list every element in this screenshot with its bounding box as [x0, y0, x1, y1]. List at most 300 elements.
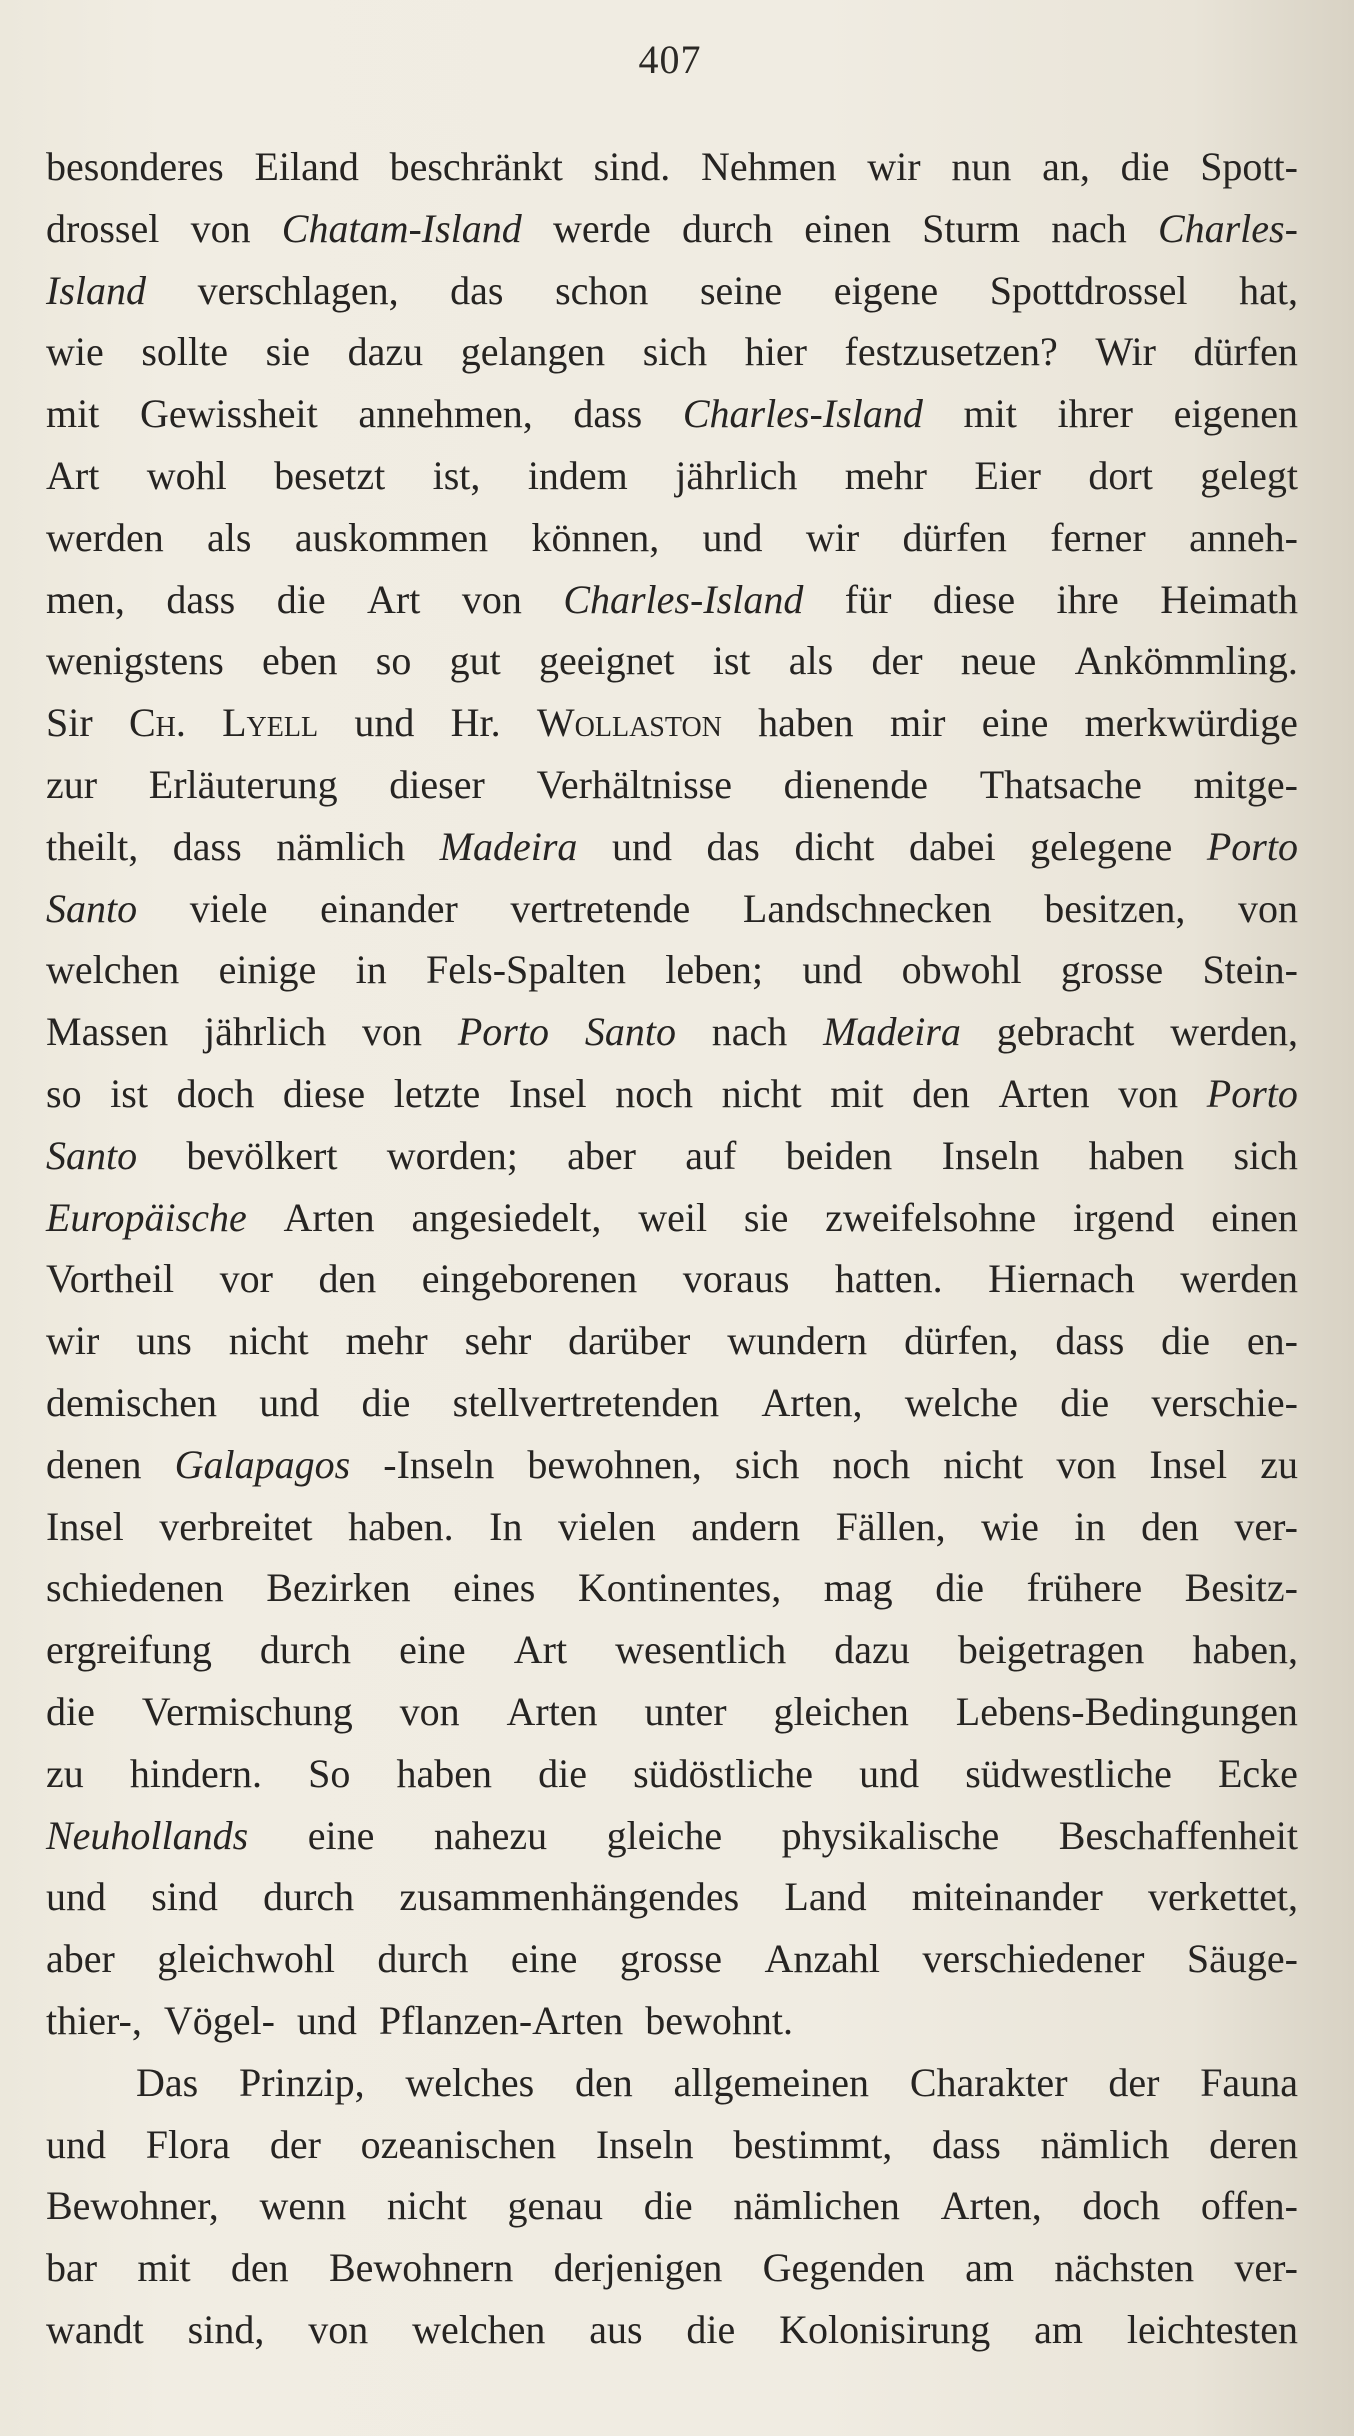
word: können, — [531, 514, 660, 560]
word: den — [574, 2059, 633, 2105]
word: auf — [685, 1132, 737, 1178]
text-line — [46, 939, 1298, 1001]
word: jährlich — [675, 452, 798, 498]
word: mehr — [345, 1318, 428, 1364]
word: haben — [758, 700, 854, 746]
word: sie — [743, 1194, 789, 1240]
word: Beschaffenheit — [1058, 1812, 1298, 1858]
word: wesentlich — [615, 1627, 787, 1673]
word: unter — [644, 1688, 727, 1734]
word: allgemeinen — [673, 2059, 870, 2105]
word: bewohnt. — [645, 1997, 794, 2043]
word: Ecke — [1217, 1750, 1298, 1796]
word: Charles-Island — [682, 391, 923, 437]
word: verschiedener — [922, 1936, 1145, 1982]
word: nämlichen — [733, 2183, 900, 2229]
word: dass — [1055, 1318, 1125, 1364]
word: Arten, — [761, 1379, 863, 1425]
word: Charakter — [909, 2059, 1068, 2105]
word: dürfen — [1193, 329, 1298, 375]
word: theilt, — [46, 823, 139, 869]
text-line — [46, 692, 1298, 754]
word: verbreitet — [159, 1503, 313, 1549]
word: Heimath — [1160, 576, 1298, 622]
word: so — [46, 1070, 82, 1116]
word: neue — [960, 638, 1037, 684]
word: merkwürdige — [1084, 700, 1298, 746]
word: dieser — [389, 761, 485, 807]
word: ozeanischen — [360, 2121, 557, 2167]
word: sind, — [187, 2306, 265, 2352]
word: zweifelsohne — [825, 1194, 1037, 1240]
word: als — [207, 514, 252, 560]
word: Fauna — [1200, 2059, 1298, 2105]
word: vielen — [557, 1503, 656, 1549]
word: Säuge- — [1186, 1936, 1298, 1982]
word: von — [362, 1009, 423, 1055]
word: beigetragen — [957, 1627, 1145, 1673]
word: wir — [805, 514, 860, 560]
word: südwestliche — [965, 1750, 1172, 1796]
word: Fällen, — [835, 1503, 946, 1549]
text-line — [46, 878, 1298, 940]
word: doch — [176, 1070, 255, 1116]
word: Arten — [998, 1070, 1090, 1116]
word: thier-, — [46, 1997, 142, 2043]
word: jährlich — [204, 1009, 327, 1055]
word: durch — [377, 1936, 469, 1982]
word: Ch. — [128, 700, 186, 746]
word: vor — [219, 1256, 273, 1302]
word: besitzen, — [1044, 885, 1186, 931]
text-line — [46, 2052, 1298, 2114]
word: nämlich — [1040, 2121, 1170, 2167]
word: aus — [589, 2306, 643, 2352]
word: Santo — [584, 1009, 676, 1055]
word: gut — [449, 638, 501, 684]
word: vertretende — [510, 885, 691, 931]
text-line — [46, 198, 1298, 260]
word: ver- — [1234, 1503, 1298, 1549]
word: hatten. — [834, 1256, 943, 1302]
word: bewohnen, — [527, 1441, 702, 1487]
word: mehr — [844, 452, 927, 498]
word: wenn — [259, 2183, 347, 2229]
word: eines — [453, 1565, 536, 1611]
word: der — [269, 2121, 321, 2167]
word: sie — [265, 329, 311, 375]
word: Gewissheit — [139, 391, 318, 437]
word: eben — [262, 638, 338, 684]
word: Porto — [1206, 823, 1298, 869]
word: Lebens-Bedingungen — [955, 1688, 1298, 1734]
word: haben, — [1192, 1627, 1298, 1673]
word: angesiedelt, — [411, 1194, 602, 1240]
word: Eier — [974, 452, 1041, 498]
word: Inseln — [941, 1132, 1040, 1178]
word: sich — [734, 1441, 800, 1487]
word: das — [706, 823, 760, 869]
word: nächsten — [1054, 2245, 1195, 2291]
text-line — [46, 1928, 1298, 1990]
word: Ankömmling. — [1074, 638, 1298, 684]
word: Landschnecken — [742, 885, 992, 931]
word: wandt — [46, 2306, 144, 2352]
text-line — [46, 1125, 1298, 1187]
word: werden, — [1170, 1009, 1298, 1055]
word: ihre — [1056, 576, 1119, 622]
text-line — [46, 2175, 1298, 2237]
word: Insel — [1149, 1441, 1228, 1487]
word: dort — [1088, 452, 1153, 498]
word: nun — [951, 144, 1012, 189]
word: Art — [367, 576, 421, 622]
word: ferner — [1050, 514, 1146, 560]
word: das — [450, 267, 504, 313]
word: werden — [1180, 1256, 1298, 1302]
word: nämlich — [276, 823, 406, 869]
word: Sir — [46, 700, 93, 746]
word: Inseln — [595, 2121, 694, 2167]
word: letzte — [393, 1070, 481, 1116]
word: Insel — [46, 1503, 124, 1549]
word: mitge- — [1193, 761, 1298, 807]
word: die — [1161, 1318, 1211, 1364]
word: verkettet, — [1148, 1874, 1298, 1920]
word: Wollaston — [536, 700, 722, 746]
word: durch — [259, 1627, 351, 1673]
text-line — [46, 1372, 1298, 1434]
word: sehr — [464, 1318, 532, 1364]
word: welchen — [46, 947, 180, 993]
word: verschlagen, — [197, 267, 399, 313]
word: ergreifung — [46, 1627, 212, 1673]
word: die — [1120, 144, 1170, 189]
word: dazu — [834, 1627, 910, 1673]
word: men, — [46, 576, 125, 622]
word: durch — [681, 205, 774, 251]
word: Nehmen — [701, 144, 837, 189]
word: drossel — [46, 205, 160, 251]
word: uns — [136, 1318, 192, 1364]
word: Neuhollands — [46, 1812, 249, 1858]
word: verschie- — [1151, 1379, 1298, 1425]
word: eine — [510, 1936, 578, 1982]
text-line — [46, 1001, 1298, 1063]
text-line — [46, 1990, 1298, 2052]
word: schiedenen — [46, 1565, 224, 1611]
word: gelegene — [1030, 823, 1173, 869]
word: an, — [1042, 144, 1090, 189]
word: Bewohner, — [46, 2183, 219, 2229]
word: wenigstens — [46, 638, 224, 684]
word: mit — [830, 1070, 884, 1116]
word: festzusetzen? — [844, 329, 1058, 375]
word: Charles- — [1157, 205, 1298, 251]
word: worden; — [386, 1132, 518, 1178]
word: grosse — [1060, 947, 1164, 993]
word: haben. — [348, 1503, 454, 1549]
word: Thatsache — [979, 761, 1142, 807]
word: Stein- — [1202, 947, 1298, 993]
word: zur — [46, 761, 98, 807]
word: Das — [136, 2059, 199, 2105]
word: haben — [1088, 1132, 1185, 1178]
word: in — [1074, 1503, 1106, 1549]
word: gelangen — [460, 329, 606, 375]
word: Eiland — [254, 144, 359, 189]
word: andern — [691, 1503, 801, 1549]
word: dürfen — [902, 514, 1007, 560]
word: In — [489, 1503, 523, 1549]
word: diese — [932, 576, 1016, 622]
text-line — [46, 383, 1298, 445]
word: von — [1237, 885, 1298, 931]
word: gelegt — [1200, 452, 1298, 498]
word: Arten — [506, 1688, 598, 1734]
word: seine — [699, 267, 783, 313]
word: die — [276, 576, 326, 622]
text-line — [46, 569, 1298, 631]
word: Fels-Spalten — [426, 947, 626, 993]
word: darüber — [568, 1318, 691, 1364]
word: bestimmt, — [733, 2121, 893, 2167]
word: wie — [46, 329, 104, 375]
word: den — [1141, 1503, 1199, 1549]
word: Anzahl — [764, 1936, 880, 1982]
word: mag — [823, 1565, 893, 1611]
word: und — [859, 1750, 920, 1796]
word: und — [46, 2121, 106, 2167]
word: Bewohnern — [328, 2245, 514, 2291]
word: irgend — [1073, 1194, 1175, 1240]
word: wie — [981, 1503, 1039, 1549]
word: von — [1118, 1070, 1179, 1116]
word: eine — [981, 700, 1049, 746]
word: Art — [513, 1627, 568, 1673]
word: grosse — [619, 1936, 723, 1982]
word: von — [461, 576, 522, 622]
word: Art — [46, 452, 100, 498]
text-line — [46, 507, 1298, 569]
text-line — [46, 2299, 1298, 2361]
word: hier — [744, 329, 807, 375]
word: nicht — [228, 1318, 309, 1364]
word: mit — [46, 391, 100, 437]
word: anneh- — [1189, 514, 1298, 560]
word: zusammenhängendes — [399, 1874, 740, 1920]
word: Lyell — [222, 700, 319, 746]
word: dazu — [347, 329, 424, 375]
word: sind. — [593, 144, 671, 189]
text-line — [46, 1310, 1298, 1372]
word: in — [355, 947, 387, 993]
word: gebracht — [996, 1009, 1135, 1055]
text-line — [46, 1496, 1298, 1558]
word: obwohl — [901, 947, 1022, 993]
text-line — [46, 1557, 1298, 1619]
word: eigene — [833, 267, 939, 313]
word: wir — [46, 1318, 100, 1364]
text-line — [46, 630, 1298, 692]
word: nicht — [386, 2183, 467, 2229]
text-line — [46, 1187, 1298, 1249]
word: geeignet — [538, 638, 675, 684]
word: eingeborenen — [421, 1256, 638, 1302]
word: frühere — [1026, 1565, 1143, 1611]
word: doch — [1082, 2183, 1161, 2229]
word: Kontinentes, — [577, 1565, 782, 1611]
word: noch — [832, 1441, 911, 1487]
text-line — [46, 445, 1298, 507]
word: Insel — [508, 1070, 587, 1116]
text-line — [46, 816, 1298, 878]
word: Madeira — [823, 1009, 961, 1055]
word: auskommen — [294, 514, 489, 560]
word: den — [230, 2245, 289, 2291]
word: und — [259, 1379, 320, 1425]
word: Madeira — [439, 823, 578, 869]
word: der — [1108, 2059, 1160, 2105]
word: einen — [1211, 1194, 1298, 1240]
word: welches — [405, 2059, 535, 2105]
word: -Inseln — [383, 1441, 495, 1487]
word: Vermischung — [141, 1688, 353, 1734]
word: die — [643, 2183, 693, 2229]
word: so — [375, 638, 412, 684]
word: von — [190, 205, 251, 251]
word: beiden — [785, 1132, 893, 1178]
word: die — [686, 2306, 736, 2352]
word: Charles-Island — [563, 576, 804, 622]
word: sollte — [141, 329, 229, 375]
word: deren — [1209, 2121, 1298, 2167]
word: die — [935, 1565, 985, 1611]
word: dienende — [783, 761, 929, 807]
word: ist — [110, 1070, 148, 1116]
word: besonderes — [46, 144, 224, 189]
word: Arten, — [940, 2183, 1042, 2229]
word: und — [354, 700, 415, 746]
word: und — [296, 1997, 357, 2043]
text-line — [46, 2237, 1298, 2299]
word: werden — [46, 514, 164, 560]
text-line — [46, 1681, 1298, 1743]
word: für — [844, 576, 892, 622]
word: ist, — [432, 452, 481, 498]
word: bar — [46, 2245, 98, 2291]
word: bevölkert — [186, 1132, 338, 1178]
word: Santo — [46, 885, 138, 931]
word: haben — [396, 1750, 492, 1796]
word: indem — [527, 452, 628, 498]
word: beschränkt — [389, 144, 563, 189]
word: zu — [46, 1750, 84, 1796]
word: dabei — [908, 823, 996, 869]
word: Spottdrossel — [989, 267, 1188, 313]
word: So — [308, 1750, 351, 1796]
word: Europäische — [46, 1194, 247, 1240]
word: hat, — [1239, 267, 1298, 313]
word: noch — [615, 1070, 694, 1116]
word: Erläuterung — [148, 761, 338, 807]
word: stellvertretenden — [452, 1379, 720, 1425]
word: physikalische — [781, 1812, 1000, 1858]
word: mit — [963, 391, 1017, 437]
word: einen — [804, 205, 891, 251]
word: Wir — [1095, 329, 1156, 375]
word: annehmen, — [358, 391, 533, 437]
word: Sturm — [922, 205, 1020, 251]
word: Hiernach — [988, 1256, 1135, 1302]
word: Kolonisirung — [779, 2306, 991, 2352]
text-line — [46, 1619, 1298, 1681]
word: einander — [320, 885, 458, 931]
word: der — [871, 638, 923, 684]
word: denen — [46, 1441, 142, 1487]
word: Pflanzen-Arten — [378, 1997, 624, 2043]
word: sich — [642, 329, 708, 375]
text-line — [46, 1434, 1298, 1496]
word: Galapagos — [174, 1441, 351, 1487]
word: von — [308, 2306, 369, 2352]
word: Flora — [145, 2121, 231, 2167]
word: genau — [507, 2183, 604, 2229]
word: die — [46, 1688, 95, 1734]
word: dass — [931, 2121, 1001, 2167]
word: Prinzip, — [239, 2059, 365, 2105]
text-line — [46, 136, 1298, 198]
word: Island — [46, 267, 146, 313]
word: dass — [172, 823, 242, 869]
word: am — [1034, 2306, 1084, 2352]
word: dass — [573, 391, 643, 437]
word: eine — [307, 1812, 375, 1858]
word: eine — [399, 1627, 466, 1673]
word: Porto — [1206, 1070, 1298, 1116]
word: aber — [46, 1936, 115, 1982]
word: mit — [137, 2245, 191, 2291]
word: dicht — [794, 823, 875, 869]
word: viele — [189, 885, 268, 931]
word: wundern — [727, 1318, 868, 1364]
word: am — [965, 2245, 1014, 2291]
word: eigenen — [1173, 391, 1298, 437]
word: aber — [567, 1132, 636, 1178]
word: hindern. — [129, 1750, 263, 1796]
word: sich — [1233, 1132, 1298, 1178]
word: wir — [867, 144, 921, 189]
word: diese — [282, 1070, 366, 1116]
text-line — [46, 1805, 1298, 1867]
word: leben; — [665, 947, 764, 993]
word: die — [361, 1379, 411, 1425]
word: nicht — [943, 1441, 1024, 1487]
word: mir — [889, 700, 946, 746]
word: die — [1060, 1379, 1110, 1425]
page-number: 407 — [638, 37, 702, 82]
word: offen- — [1200, 2183, 1298, 2229]
word: gleichen — [773, 1688, 909, 1734]
word: welchen — [412, 2306, 546, 2352]
text-line — [46, 1248, 1298, 1310]
word: leichtesten — [1126, 2306, 1298, 2352]
word: weil — [638, 1194, 708, 1240]
word: und — [46, 1874, 106, 1920]
word: als — [788, 638, 834, 684]
word: voraus — [682, 1256, 790, 1302]
body-text — [46, 136, 1298, 2361]
